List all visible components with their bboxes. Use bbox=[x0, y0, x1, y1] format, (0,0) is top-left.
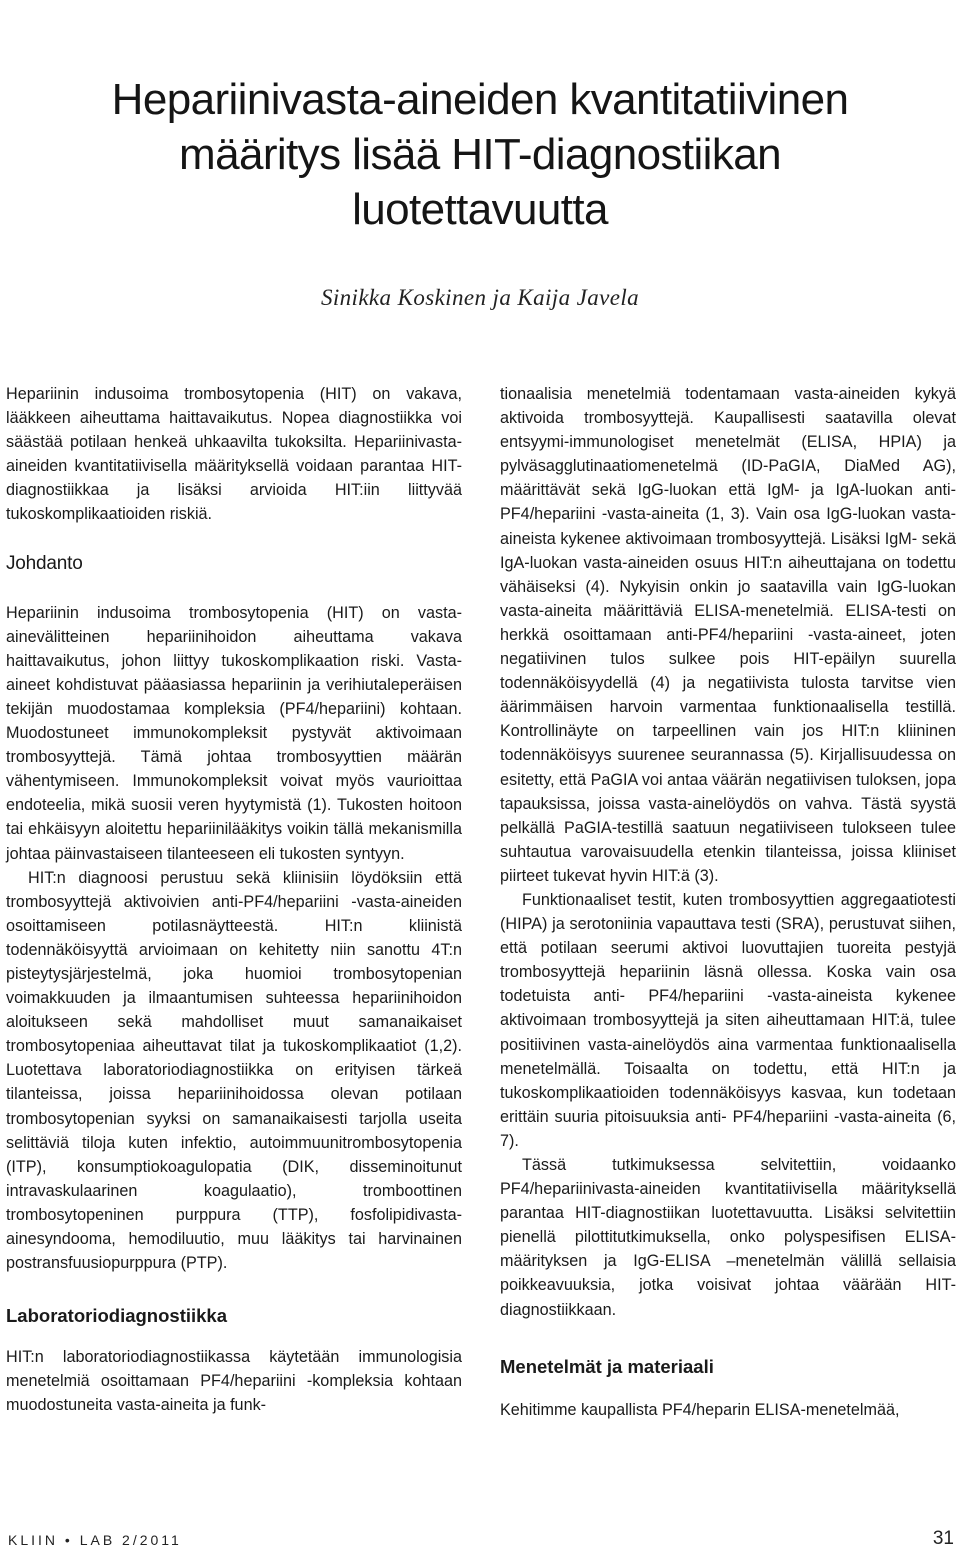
methods-heading: Menetelmät ja materiaali bbox=[500, 1355, 714, 1377]
intro-paragraph-1: Hepariinin indusoima trombosytopenia (HIT) on vasta-ainevälitteinen hepariinihoidon aiheuttama vakava haittavaikutus, johon liittyy tukoskomplikaation riski. Vasta-aineet kohdistuvat pääasiassa hepariinin ja verihiutaleperäisen tekijän muodostamaa kompleksia (PF4/hepariini) kohtaan. Muodostuneet immunokompleksit pystyvät aktivoimaan trombosyyttejä. Tämä johtaa trombosyyttien määrän vähentymiseen. Immunokompleksit voivat myös vaurioittaa endoteelia, mikä suosii veren hyytymistä (1). Tukosten hoitoon tai ehkäisyyn aloitettu hepariinilääkitys voikin tällä mekanismilla johtaa päinvastaiseen tilanteeseen eli tukosten syntyyn. bbox=[6, 603, 462, 863]
journal-name: KLIIN • LAB 2/2011 bbox=[8, 1532, 182, 1548]
intro-paragraph-2: HIT:n diagnoosi perustuu sekä kliinisiin löydöksiin että trombosyyttejä aktivoivien anti-PF4/hepariini -vasta-aineiden osoittamiseen potilasnäytteestä. HIT:n kliinistä todennäköisyyttä arvioimaan on kehitetty niin sanottu 4T:n pisteytysjärjestelmä, joka huomioi trombosytopenian voimakkuuden ja ilmaantumisen suhteessa hepariinihoidon aloitukseen sekä mahdolliset muut samanaikaiset trombosytopeniaa aiheuttavat tilat ja tukoskomplikaatiot (1,2). Luotettava laboratoriodiagnostiikka on erityisen tärkeä tilanteissa, joissa hepariinihoidossa olevan potilaan trombosytopenian syyksi on samanaikaisesti tarjolla useita selittäviä tiloja kuten infektio, autoimmuunitrombosytopenia (ITP), konsumptiokoagulopatia (DIK, disseminoitunut intravaskulaarinen koagulaatio), tromboottinen trombosytopeninen purppura (TTP), fosfolipidivasta-ainesyndooma, hemodiluutio, muu lääkitys tai harvinainen postransfuusiopurppura (PTP). bbox=[6, 868, 462, 1273]
lab-heading: Laboratoriodiagnostiikka bbox=[6, 1305, 228, 1327]
lab-paragraph-3: Tässä tutkimuksessa selvitettiin, voidaanko PF4/hepariinivasta-aineiden kvantitatiivisella määrityksellä parantaa HIT-diagnostiikan luotettavuutta. Lisäksi selvitettiin pienellä pilottitutkimuksella, onko polyspesifisen ELISA-määrityksen ja IgG-ELISA –menetelmän välillä sellaisia poikkeavuuksia, jotka voisivat johtaa väärään HIT-diagnostiikkaan. bbox=[500, 1156, 956, 1319]
methods-paragraph-1-start: Kehitimme kaupallista PF4/heparin ELISA-menetelmää, bbox=[500, 1400, 900, 1419]
abstract: Hepariinin indusoima trombosytopenia (HIT) on vakava, lääkkeen aiheuttama haittavaikutus. Nopea diagnostiikka voi säästää potilaan henkeä uhkaavilta tukoksilta. Hepariinivasta-aineiden kvantitatiivisella määrityksellä voidaan parantaa HIT-diagnostiikkaa ja lisäksi arvioida HIT:iin liittyvää tukoskomplikaatioiden riskiä. bbox=[6, 385, 462, 524]
intro-heading: Johdanto bbox=[6, 552, 83, 574]
title-line-1: Hepariinivasta-aineiden kvantitatiivinen bbox=[111, 75, 849, 124]
page-footer bbox=[0, 1528, 960, 1552]
authors: Sinikka Koskinen ja Kaija Javela bbox=[320, 285, 640, 310]
lab-paragraph-1-continued: tionaalisia menetelmiä todentamaan vasta-aineiden kykyä aktivoida trombosyyttejä. Kaupallisesti saatavilla olevat entsyymi-immunologiset menetelmät (ELISA, HPIA) ja pylväsagglutinaatiomenetelmä (ID-PaGIA, DiaMed AG), määrittävät sekä IgG-luokan että IgM- ja IgA-luokan anti-PF4/hepariini -vasta-aineita (1, 3). Vain osa IgG-luokan vasta-aineista kykenee aktivoimaan trombosyyttejä. Lisäksi IgM- sekä IgA-luokan vasta-aineiden osuus HIT:n aiheuttajana on todettu vähäiseksi (4). Nykyisin onkin jo saatavilla vain IgG-luokan vasta-aineita määrittäviä ELISA-menetelmiä. ELISA-testi on herkkä osoittamaan anti-PF4/hepariini -vasta-aineet, joten negatiivinen tulos sulkee pois HIT-epäilyn suurella todennäköisyydellä (4) ja negatiivista tulosta tarvitse vien äärimmäisen harvoin varmentaa funktionaalisella testillä. Kontrollinäyte on tarpeellinen vain jos HIT:n kliininen todennäköisyys suurenee seurannassa (5). Kirjallisuudessa on esitetty, että PaGIA voi antaa väärän negatiivisen tuloksen, jopa tapauksissa, joissa vasta-ainelöydös on vahva. Tästä syystä pelkällä PaGIA-testillä saatuun negatiiviseen tulokseen tulee suhtautua varovaisuudella etenkin tilanteissa, joissa kliiniset piirteet tukevat hyvin HIT:ä (3). bbox=[500, 385, 956, 885]
title-line-2: määritys lisää HIT-diagnostiikan bbox=[179, 130, 781, 179]
lab-paragraph-1-start: HIT:n laboratoriodiagnostiikassa käytetään immunologisia menetelmiä osoittamaan PF4/hepariini -kompleksia kohtaan muodostuneita vasta-aineita ja funk- bbox=[6, 1348, 462, 1415]
page-number: 31 bbox=[932, 1528, 954, 1549]
left-column bbox=[6, 382, 462, 1417]
lab-paragraph-2: Funktionaaliset testit, kuten trombosyyttien aggregaatiotesti (HIPA) ja serotoniinia vapauttava testi (SRA), perustuvat siihen, että potilaan seerumi aktivoi luovuttajien tuoreita pestyjä trombosyyttejä hepariinin läsnä ollessa. Koska vain osa todetuista anti- PF4/hepariini -vasta-aineista kykenee aktivoimaan trombosyyttejä ja siten aiheuttamaan HIT:ä, tulee positiivinen vasta-ainelöydös aina varmentaa funktionaalisella menetelmällä. Toisaalta on todettu, että HIT:n ja tukoskomplikaatioiden todennäköisyys kasvaa, kun todetaan erittäin suuria pitoisuuksia anti- PF4/hepariini -vasta-aineita (6, 7). bbox=[500, 890, 956, 1150]
title-line-3: luotettavuutta bbox=[352, 185, 608, 234]
article-title bbox=[30, 72, 930, 237]
right-column bbox=[500, 382, 956, 1422]
